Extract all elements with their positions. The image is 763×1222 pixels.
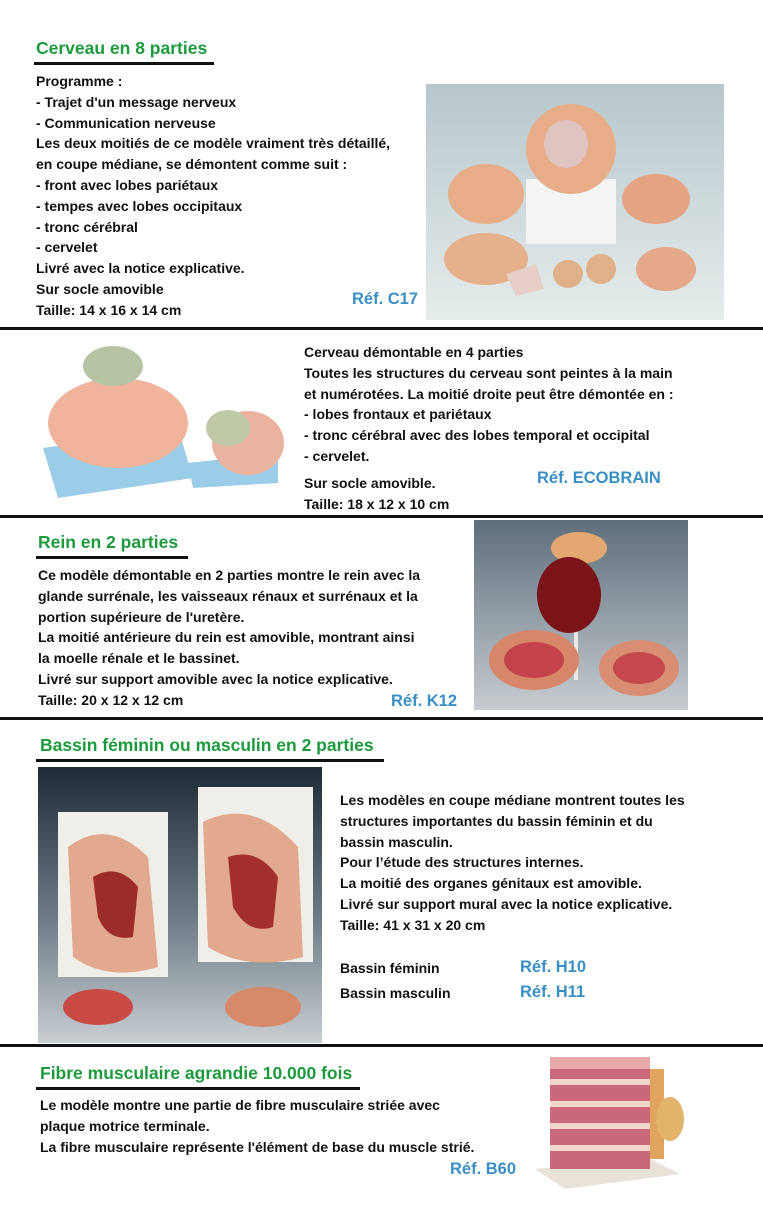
reference-code: Réf. ECOBRAIN	[537, 469, 661, 487]
title-underline	[34, 62, 214, 65]
text-line: - front avec lobes pariétaux	[36, 176, 219, 193]
pelvis-models-photo	[38, 767, 322, 1043]
title-underline	[36, 759, 384, 762]
section-title: Fibre musculaire agrandie 10.000 fois	[40, 1063, 353, 1083]
text-line: Les deux moitiés de ce modèle vraiment très détaillé,	[36, 135, 391, 152]
text-line: Livré avec la notice explicative.	[36, 260, 245, 277]
text-line: - Trajet d'un message nerveux	[36, 93, 237, 110]
text-line: Taille: 20 x 12 x 12 cm	[38, 691, 184, 708]
description	[304, 342, 674, 514]
section-title: Bassin féminin ou masculin en 2 parties	[40, 735, 374, 755]
text-line: Sur socle amovible.	[304, 474, 436, 491]
text-line: Taille: 14 x 16 x 14 cm	[36, 301, 182, 318]
text-line: Toutes les structures du cerveau sont peintes à la main	[304, 364, 673, 381]
text-line: La fibre musculaire représente l'élément de base du muscle strié.	[40, 1138, 475, 1155]
text-line: Livré sur support mural avec la notice explicative.	[340, 895, 673, 912]
reference-code: Réf. C17	[352, 290, 419, 308]
reference-code: Réf. H11	[520, 983, 586, 1001]
text-line: - tronc cérébral avec des lobes temporal et occipital	[304, 427, 650, 444]
description	[38, 565, 420, 711]
text-line: La moitié des organes génitaux est amovible.	[340, 875, 642, 892]
description	[40, 1095, 474, 1157]
reference-code: Réf. B60	[450, 1160, 517, 1178]
text-line: structures importantes du bassin féminin et du	[340, 812, 653, 829]
text-line: et numérotées. La moitié droite peut être démontée en :	[304, 385, 674, 402]
title-underline	[36, 556, 188, 559]
brain-model-photo	[426, 84, 724, 320]
text-line: Le modèle montre une partie de fibre musculaire striée avec	[40, 1097, 440, 1113]
description	[340, 790, 685, 936]
variant-label: Bassin masculin	[340, 985, 451, 1001]
text-line: plaque motrice terminale.	[40, 1117, 210, 1134]
text-line: Livré sur support amovible avec la notice explicative.	[38, 670, 393, 687]
text-line: Pour l’étude des structures internes.	[340, 854, 584, 871]
variant-label: Bassin féminin	[340, 960, 440, 976]
text-line: - lobes frontaux et pariétaux	[304, 406, 492, 423]
text-line: portion supérieure de l'uretère.	[38, 608, 245, 625]
text-line: - tronc cérébral	[36, 218, 138, 235]
title-underline	[36, 1087, 360, 1090]
description	[36, 71, 390, 321]
text-line: - cervelet.	[304, 447, 370, 464]
text-line: - tempes avec lobes occipitaux	[36, 197, 243, 214]
brain-4-parts-photo	[38, 338, 290, 504]
section-divider	[0, 515, 763, 518]
section-divider	[0, 1044, 763, 1047]
text-line: en coupe médiane, se démontent comme suit :	[36, 156, 348, 173]
text-line: Ce modèle démontable en 2 parties montre le rein avec la	[38, 567, 421, 583]
text-line: Taille: 18 x 12 x 10 cm	[304, 495, 450, 512]
reference-code: Réf. K12	[391, 692, 458, 710]
text-line: - cervelet	[36, 239, 98, 256]
text-line: Les modèles en coupe médiane montrent toutes les	[340, 792, 685, 808]
text-line: - Communication nerveuse	[36, 114, 216, 131]
section-divider	[0, 717, 763, 720]
text-line: Programme :	[36, 73, 123, 89]
section-divider	[0, 327, 763, 330]
muscle-fibre-photo	[530, 1049, 690, 1193]
text-line: Taille: 41 x 31 x 20 cm	[340, 916, 486, 933]
reference-code: Réf. H10	[520, 958, 587, 976]
section-title: Cerveau en 8 parties	[36, 38, 208, 58]
text-line: la moelle rénale et le bassinet.	[38, 650, 240, 667]
text-line: bassin masculin.	[340, 833, 453, 850]
text-line: Sur socle amovible	[36, 280, 164, 297]
section-title: Rein en 2 parties	[38, 532, 179, 552]
kidney-model-photo	[474, 520, 688, 710]
text-line: Cerveau démontable en 4 parties	[304, 344, 524, 360]
text-line: glande surrénale, les vaisseaux rénaux et surrénaux et la	[38, 587, 418, 604]
text-line: La moitié antérieure du rein est amovible, montrant ainsi	[38, 629, 415, 646]
